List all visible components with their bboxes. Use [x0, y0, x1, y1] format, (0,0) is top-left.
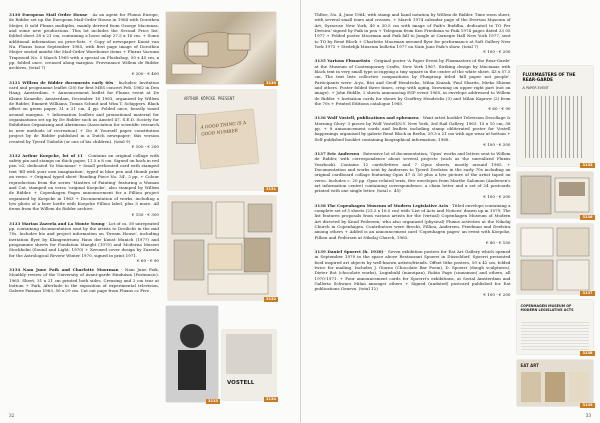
copenhagen-museum-image: [517, 300, 593, 354]
small-card: [176, 114, 196, 144]
poster-subtitle: A PAPER EVENT: [522, 86, 549, 90]
koepcke-header-text: ARTHUR KÖPCKE PRESENT: [184, 96, 235, 101]
lot-entry-3137: [315, 151, 511, 199]
lot-entry-3133: [9, 221, 159, 264]
lot-title: Daniel Spoerri (b. 1930): [327, 249, 384, 255]
lot-entry-3132: [9, 153, 159, 217]
collage-card: [195, 109, 258, 169]
page-number-right: 33: [585, 413, 591, 418]
lot-title: Willem de Ridder documents early 60s: [22, 79, 114, 85]
lot-number: 3130: [9, 12, 21, 17]
lot-number: 3138: [314, 202, 326, 208]
vostell-label: VOSTELL: [227, 380, 255, 386]
lot-description: · Want artist booklet Television Decollage & Morning Glory' 3 pieces by Wolf Vostell/N.Y. New York, 3rd Rail Gallery, 1963. 15 x 10 cm, 58 pp. + 8 announcement cards and leaflets including stamp obliterated poster for Vostell happenings organised by galerie René Block in Berlin, 29.3 x 21 cm with age wear at bottom + Self published booklet containing biographical information, 1968.: [314, 115, 511, 142]
lot-description: · Titled envelope containing a complete set of 5 sheets (23.5 x 16.5 cm) with 'List of Acts and Notices' drawn up in 1979. The list features proposals from various artists for the (virtual) Copenhagen Museum of Modern Art directed by Knud Pedersen, who also organized (physical) Fluxus activities at the Nikolaj Church in Copenhagen. Contributors were Brecht, Filliou, Andersen, Friedman and Deelstra among others + Added is an announcement card 'Copenhagen pages' an event with Koepcke, Filliou and Pedersen at Nikolaj Church, 1963.: [314, 202, 511, 240]
right-text-column: [315, 12, 511, 301]
document-lines: [521, 320, 589, 350]
poster-grid: [525, 96, 585, 158]
lot-entry-3139: [315, 249, 511, 297]
lot-title: Marian Zazeela and La Monte Young: [21, 220, 105, 226]
lot-price: € 150 - € 300: [131, 211, 159, 217]
lot-number: 3137: [314, 151, 326, 157]
card-text: A GOOD THING IS A GOOD NUMBER: [200, 120, 247, 138]
lot-description: · As an agent for Fluxus Europe, de Ridder set up the European Mail-Order House in 1964 with Dorothea Meijer. It sold Fluxus multiples, mainly derived from George Maciunas, and some new productions. This lot includes the Second Price list, folded sheet 28 x 21 cm, containing a loose inlay 27.5 x 16 cm. + Some additional information on price-lists. + Copy of newspaper Kunst van Nu. Fluxus Issue September 1965, with first page image of Dorothea Meijer seated amidst the Mail-Order Warehouse items + Fluxus Vacuum Trapezoid No. 5 March 1965 with a special on Flushshop, 50 x 45 cm, a pp, folded once, creased along margins. Provenance Willem de Ridder archives. (total 7): [9, 12, 159, 71]
lot-description: · Original poster 'A Paper Event by Fluxmasters of the Rear-Garde' at the Museum of Contemporary Crafts, New York 1967. Striking design by Maciunas with black text in very small type occupying a tiny square in the centre of the white sheet. 43 x 57.5 cm. The text lists collective compositions by Fluxgroup titled 'kill paper not people'. Participants were: A-yo, Bici and Geoff Hendricks, Milan Knizak, Paul Sharits, Mieko Shiomi and others. Poster folded three times, crisp with aging, browning on upper right part (not on image). + John Riddle, 2 sheets announcing ESP event 1965, in envelope addressed to Willem de Ridder + Invitation cards for shows by Geoffrey Hendricks (3) and Milan Kaprow (2) from the 70s + Printed Editions catalogue 1985.: [314, 58, 511, 107]
lot-badge: 3135: [582, 163, 593, 167]
lot-description: · Seven exhibition posters for Eat Art Gallery which opened in September 1970 in the space above Restaurant Spoerri in Düsseldorf. Spoerri presented food inspired art objects by well-known artists/friends. Offset litho posters, 59 x 42 cm, folded twice for mailing. Includes J. Giorno (Chocolate Bar Poem), D. Spoerri (dough sculptures), Dieter Rot (chocolate works), Luginbuhl (marzipan), Robin Page (cinnamon) and others, all 1970-1971. + Four announcement cards for Spoerri's exhibitions, at Serial Amsterdam and Galleria Schwarz Milan amongst others + Signed (undated) postcard published for Eat publications Geneva. (total 12): [314, 249, 511, 292]
lot-entry-3131: [9, 80, 159, 149]
lot-number: 3139: [314, 249, 326, 255]
lot-number: 3133: [9, 220, 21, 226]
lot-number: 3131: [9, 79, 21, 85]
page-number-left: 32: [9, 413, 15, 418]
lot-price: € 60 - € 90: [137, 257, 159, 263]
lot-title: Various Fluxartists: [327, 58, 371, 64]
lot-description: · Lot of ca. 50 unrepeated pp. containing documentation sent by the artists to Dreilicht in the mid 70s. Includes bio and project information on 'Dream House', including invitation flyer by Klangentrium/ Haus der Kunst Munich (1977) and programme sheets for Fondation Maeght (1970) and Moderna Museet Stockholm (Sound and Light, 1970) + Xeroxed cover design by Zazeela for the Astrological Review Winter 1970, signed in print 1971.: [9, 220, 159, 258]
vostell-poster-image: [222, 330, 276, 400]
lot-price: € 100 - € 200: [483, 291, 511, 297]
lot-number: 3135: [314, 58, 326, 64]
lot-badge: 3130: [265, 81, 276, 85]
lot-entry-3138: [315, 203, 511, 246]
lot-price: € 80 - € 150: [485, 240, 511, 246]
lot-number: 3134: [9, 266, 21, 272]
lot-description: · Contains an original collage with safety pin and stamps on thick paper, 11.5 x 8 cm. Signed on back in red pen 'e2, dedicated 'fo Maciunas' + Small perforated card with stamped text 'fill with your own imagination', typed in blue pen and thumb print on verso. + Original typed sheet 'Reading Piece No. 34', 2 pp. + Colour reproduction from the series 'Masters of Painting' featuring a Woman and Cat, stamped on verso 'original Koepcke', also stamped by Willem de Ridder. + Copenhagen Pages announcement for a Filliou project organized by Koepcke in 1963 + Documentation of works, including a b/w photo of a beer bottle with Koepcke Filliou label, plus 5 more. All items from the Willem de Ridder archive.: [9, 152, 159, 212]
lot-badge: 3136: [582, 215, 593, 219]
lot-entry-3130: [9, 12, 159, 76]
lot-price: € 100 - € 200: [483, 193, 511, 199]
lot-price: € 100 - € 200: [131, 143, 159, 149]
lot-price: € 60 - € 90: [488, 106, 511, 112]
left-text-column: [9, 12, 159, 297]
mail-order-photo: [166, 12, 276, 84]
eat-art-posters-image: [517, 360, 593, 406]
collage-montage-image: [168, 196, 276, 300]
lot-badge: 3134: [265, 397, 276, 401]
poster-title: FLUXMASTERS OF THE REAR-GARDE: [522, 72, 576, 82]
lot-badge: 3131: [265, 187, 276, 191]
montage-illustration: [168, 196, 276, 300]
lot-description: ThRee, No. 4, June 1964, with stamp and hand notation by Willem de Ridder. Time worn sheet, with several small tears and creases. + March 1974 calendar page of the Everson Museum of Art, Syracuse New York, 40 x 30.5 cm with image of Paik's Buddha, dedicated to TO Per Deestra' signed by Paik in pen + Telegram from Ken Friedman to Paik 1974 pages dated 23 05 1977 + Folded poster Moorman and Paik fall to Jungle at Carnegie Hall New York 1977, sent to TO by René Block + Charlotte Moorman xeroxed flyer for performance at Soft Gallery New York 1973 + Stedelijk Museum bulletin 1977 on Nam June Paik's show. (total 7): [314, 12, 511, 50]
lot-badge: 3138: [582, 351, 593, 355]
booklet-illustration: [517, 172, 593, 218]
lot-title: Nam June Paik and Charlotte Moorman: [22, 266, 119, 272]
lot-badge: 3139: [582, 403, 593, 407]
lot-entry-3134: [9, 267, 159, 294]
lot-title: Wolf Vostell, publications and ephemera: [327, 115, 419, 121]
portrait-illustration: [166, 306, 218, 402]
lot-entry-3134-continued: [315, 12, 511, 55]
lot-badge: 3133: [207, 399, 218, 403]
andersen-works-image: [517, 224, 593, 294]
lot-title: Arthur Koepcke, lot of 11: [22, 152, 83, 158]
lot-price: € 200 - € 400: [131, 70, 159, 76]
lot-title: European Mail Order House: [22, 12, 88, 17]
lot-badge: 3137: [582, 291, 593, 295]
lot-badge: 3132: [265, 297, 276, 301]
right-page: [301, 0, 600, 423]
lot-number: 3136: [314, 115, 326, 121]
copenhagen-title: COPENHAGEN MUSEUM OF MODERN LEGISLATIVE ACTS: [520, 304, 574, 313]
koepcke-card-image: [168, 90, 276, 190]
vostell-booklet-image: [517, 172, 593, 218]
lot-number: 3132: [9, 152, 21, 158]
lot-entry-3135: [315, 58, 511, 111]
poster-photo: [226, 334, 272, 374]
furniture-illustration: [166, 12, 276, 84]
zazeela-photo: [166, 306, 218, 402]
fluxmasters-poster-image: [517, 66, 593, 166]
lot-description: · Nam June Paik, Monthly review of the University of Avant-garde Hinduism (Postmusic), 1963. Sheet, 31 x 21 cm printed both sides. Creasing and 2 cm tear at bottom + Paik, Afterlude to the exposition of experimental television, Galerie Parnass 1963, 50 x 29 cm. Cut out page from Fluxus cc Five: [9, 266, 159, 294]
lot-price: € 100 - € 200: [483, 142, 511, 148]
lot-description: · Includes: Invitation card and programme leaflet (20) for first MES concert Feb. 1962 in Den Haag, Amsterdam. + Announcement leaflet for Fluxus event at De Kleine Komedie, Amsterdam, December 16 1963, organized by Willem de Ridder, Emmett Williams, Tomas Schmit and Wim T. Schippers. Black offset on green paper, 31 x 21 cm, 4 pp. Folded once, heavily toned around margins. + Information leaflets and promotional material for organisations set up by De Ridder such as Amstel 47, S.E.D. Society for Exhibition Organizing and Ahriimean (Association for scientific research in new methods of recreation) + Do it Yourself paper constitution project by de Ridder published in a Dutch newspaper; this version created by Tjeerd Tinbelis (or one of his children). (total 9): [9, 79, 160, 144]
lot-title: The Copenhagen Museum of Modern Legislative Acts: [327, 202, 449, 208]
lot-description: · Extensive lot of documentation, 'Opus' works and letters sent to Willem de Ridder, with correspondence about several projects (such as the unrealized Fluxus Yearbook). Contains 12 cards/letters and 7 Opus sheets, mostly around 1965. + Documentation and works sent by Andersen to Tjeerd Deelstra in the early 70s including an original cardboard collage featuring Opus 47 & 50 plus a b/w picture of the artist taped on verso. Includes c. 20 pp. Opus related texts, five envelopes from Marthe Salomon (Andersen's art information centre) containing correspondence, a chain letter and a set of 24 postcards printed with one single letter. (total c. 45): [314, 151, 511, 194]
eat-art-label: EAT ART: [520, 363, 539, 368]
andersen-illustration: [517, 224, 593, 294]
lot-price: € 100 - € 200: [483, 49, 511, 55]
lot-title: Eric Andersen: [327, 151, 360, 157]
lot-entry-3136: [315, 115, 511, 147]
